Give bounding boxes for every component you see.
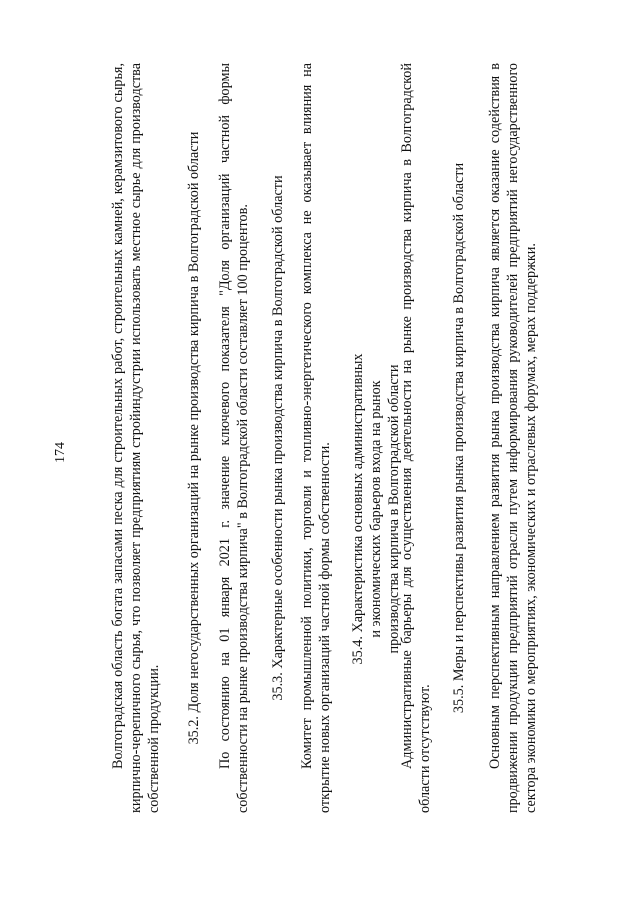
paragraph-35-3: Комитет промышленной политики, торговли и топливно-энергетического комплекса не оказывает влияния на открытие новых организаций частной формы собственности. — [299, 63, 334, 813]
paragraph-35-5: Основным перспективным направлением развития рынка производства кирпича является оказание содействия в продвижении продукции предприятий отрасли путем информирования руководителей предприятий негосударственного сектора экономики о мероприятиях, экономических и отраслевых форумах, мерах поддержки. — [487, 63, 540, 813]
section-heading-35-5: 35.5. Меры и перспективы развития рынка производства кирпича в Волгоградской области — [451, 162, 467, 714]
section-heading-35-4: 35.4. Характеристика основных административных и экономических барьеров входа на рынок производства кирпича в Волгоградской области — [350, 353, 403, 665]
section-heading-35-2: 35.2. Доля негосударственных организаций на рынке производства кирпича в Волгоградской области — [186, 131, 202, 745]
intro-paragraph: Волгоградская область богата запасами песка для строительных работ, строительных камней, керамзитового сырья, кирпично-черепичного сырья, что позволяет предприятиям стройиндустрии использовать местное сырье для производства собственной продукции. — [110, 63, 163, 813]
paragraph-35-4: Административные барьеры для осуществления деятельности на рынке производства кирпича в Волгоградской области отсутствуют. — [399, 63, 434, 813]
paragraph-35-2: По состоянию на 01 января 2021 г. значение ключевого показателя "Доля организаций частной формы собственности на рынке производства кирпича" в Волгоградской области составляет 100 процентов. — [217, 63, 252, 813]
page-number: 174 — [53, 442, 68, 463]
section-heading-35-3: 35.3. Характерные особенности рынка производства кирпича в Волгоградской области — [270, 175, 286, 701]
